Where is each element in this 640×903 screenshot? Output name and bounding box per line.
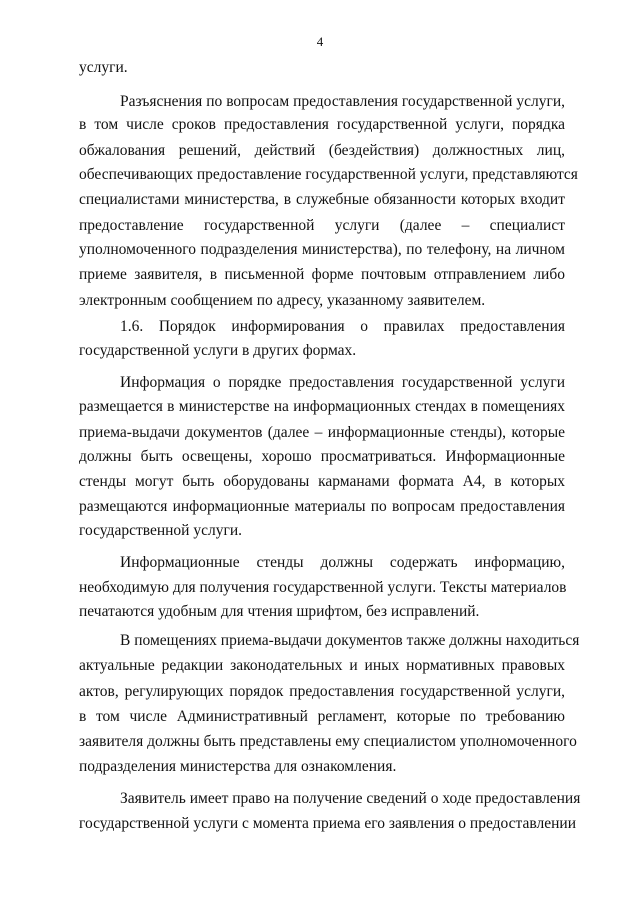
text-line: в том числе сроков предоставления государственной услуги, порядка	[79, 116, 565, 133]
text-line: услуги.	[79, 59, 128, 76]
text-line: электронным сообщением по адресу, указанному заявителем.	[79, 292, 486, 309]
text-line: Информация о порядке предоставления государственной услуги	[120, 374, 565, 391]
text-line: актуальные редакции законодательных и иных нормативных правовых	[79, 657, 565, 674]
text-line: в том числе Административный регламент, которые по требованию	[79, 708, 565, 725]
text-line: предоставление государственной услуги (далее – специалист	[79, 217, 565, 234]
text-line: обжалования решений, действий (бездействия) должностных лиц,	[79, 142, 565, 159]
text-line: Информационные стенды должны содержать информацию,	[120, 554, 565, 571]
text-line: должны быть освещены, хорошо просматриваться. Информационные	[79, 448, 565, 465]
text-line: печатаются удобным для чтения шрифтом, без исправлений.	[79, 603, 480, 620]
section-heading-line: 1.6. Порядок информирования о правилах предоставления	[120, 318, 565, 335]
text-line: размещаются информационные материалы по вопросам предоставления	[79, 498, 565, 515]
text-line: государственной услуги с момента приема его заявления о предоставлении	[79, 815, 577, 832]
text-line: В помещениях приема-выдачи документов также должны находиться	[120, 632, 580, 649]
text-line: государственной услуги.	[79, 522, 242, 539]
text-line: Заявитель имеет право на получение сведений о ходе предоставления	[120, 790, 581, 807]
text-line: размещается в министерстве на информационных стендах в помещениях	[79, 398, 565, 415]
text-line: специалистами министерства, в служебные обязанности которых входит	[79, 191, 565, 208]
text-line: подразделения министерства для ознакомления.	[79, 758, 397, 775]
section-heading-line: государственной услуги в других формах.	[79, 342, 357, 359]
page-number: 4	[316, 34, 324, 49]
text-line: необходимую для получения государственной услуги. Тексты материалов	[79, 579, 567, 596]
text-line: Разъяснения по вопросам предоставления государственной услуги,	[120, 93, 565, 110]
text-line: приема-выдачи документов (далее – информационные стенды), которые	[79, 424, 565, 441]
text-line: стенды могут быть оборудованы карманами формата А4, в которых	[79, 473, 565, 490]
text-line: актов, регулирующих порядок предоставления государственной услуги,	[79, 683, 565, 700]
text-line: заявителя должны быть представлены ему специалистом уполномоченного	[79, 733, 577, 750]
text-line: приеме заявителя, в письменной форме почтовым отправлением либо	[79, 266, 565, 283]
text-line: обеспечивающих предоставление государственной услуги, представляются	[79, 166, 578, 183]
text-line: уполномоченного подразделения министерства), по телефону, на личном	[79, 241, 565, 258]
